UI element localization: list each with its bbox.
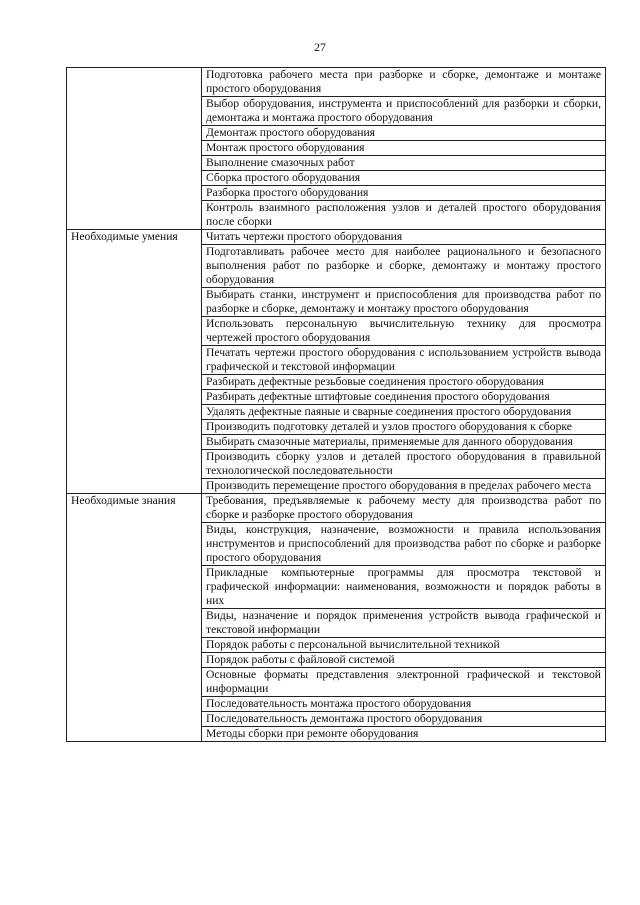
row-text: Порядок работы с файловой системой	[202, 653, 606, 668]
row-text: Разбирать дефектные штифтовые соединения простого оборудования	[202, 390, 606, 405]
row-text: Удалять дефектные паяные и сварные соединения простого оборудования	[202, 405, 606, 420]
row-text: Печатать чертежи простого оборудования с использованием устройств вывода графической и текстовой информации	[202, 346, 606, 375]
row-text: Производить перемещение простого оборудования в пределах рабочего места	[202, 479, 606, 494]
requirements-table	[66, 67, 606, 742]
row-text: Выбирать станки, инструмент и приспособления для производства работ по разборке и сборке, демонтажу и монтажу простого оборудования	[202, 288, 606, 317]
row-text: Подготавливать рабочее место для наиболее рационального и безопасного выполнения работ по разборке и сборке, демонтажу и монтажу простого оборудования	[202, 245, 606, 288]
section-label	[67, 68, 202, 230]
row-text: Монтаж простого оборудования	[202, 141, 606, 156]
row-text: Разборка простого оборудования	[202, 186, 606, 201]
row-text: Порядок работы с персональной вычислительной техникой	[202, 638, 606, 653]
row-text: Сборка простого оборудования	[202, 171, 606, 186]
section-label-skills: Необходимые умения	[67, 230, 202, 494]
row-text: Виды, конструкция, назначение, возможности и правила использования инструментов и приспособлений для производства работ по сборке и разборке простого оборудования	[202, 523, 606, 566]
table-row	[67, 68, 606, 97]
row-text: Основные форматы представления электронной графической и текстовой информации	[202, 668, 606, 697]
row-text: Использовать персональную вычислительную технику для просмотра чертежей простого оборудования	[202, 317, 606, 346]
section-label-knowledge: Необходимые знания	[67, 494, 202, 742]
row-text: Требования, предъявляемые к рабочему месту для производства работ по сборке и разборке простого оборудования	[202, 494, 606, 523]
row-text: Производить сборку узлов и деталей простого оборудования в правильной технологической последовательности	[202, 450, 606, 479]
row-text: Выбор оборудования, инструмента и приспособлений для разборки и сборки, демонтажа и монтажа простого оборудования	[202, 97, 606, 126]
row-text: Прикладные компьютерные программы для просмотра текстовой и графической информации: наименования, возможности и порядок работы в них	[202, 566, 606, 609]
row-text: Демонтаж простого оборудования	[202, 126, 606, 141]
row-text: Разбирать дефектные резьбовые соединения простого оборудования	[202, 375, 606, 390]
row-text: Подготовка рабочего места при разборке и сборке, демонтаже и монтаже простого оборудования	[202, 68, 606, 97]
row-text: Виды, назначение и порядок применения устройств вывода графической и текстовой информации	[202, 609, 606, 638]
row-text: Читать чертежи простого оборудования	[202, 230, 606, 245]
table-row	[67, 494, 606, 523]
row-text: Последовательность монтажа простого оборудования	[202, 697, 606, 712]
page-number: 27	[314, 40, 326, 54]
row-text: Выполнение смазочных работ	[202, 156, 606, 171]
row-text: Производить подготовку деталей и узлов простого оборудования к сборке	[202, 420, 606, 435]
row-text: Контроль взаимного расположения узлов и деталей простого оборудования после сборки	[202, 201, 606, 230]
table-row	[67, 230, 606, 245]
row-text: Выбирать смазочные материалы, применяемые для данного оборудования	[202, 435, 606, 450]
row-text: Методы сборки при ремонте оборудования	[202, 727, 606, 742]
row-text: Последовательность демонтажа простого оборудования	[202, 712, 606, 727]
